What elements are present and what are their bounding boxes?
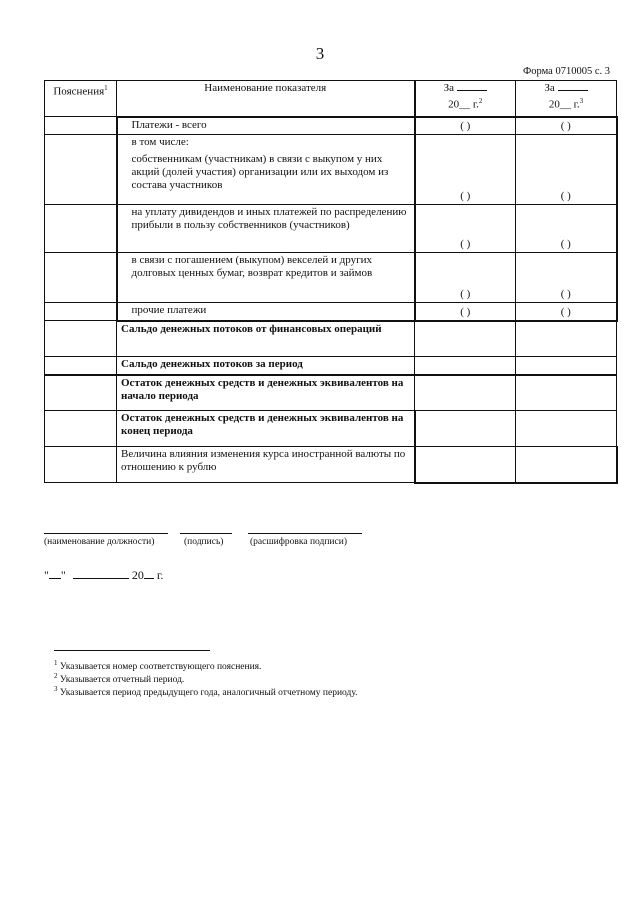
indicator-cell: в том числе: собственникам (участникам) в связи с выкупом у них акций (долей участия) организации или их выходом из состава участников bbox=[117, 135, 415, 205]
value-current: ( ) bbox=[415, 135, 516, 205]
notes-cell bbox=[45, 117, 117, 135]
header-current-period: За 20__ г.$^2$ bbox=[415, 81, 516, 117]
value-current bbox=[415, 447, 516, 483]
value-current bbox=[415, 357, 516, 375]
page-number: 3 bbox=[315, 44, 325, 63]
footnote-2: $^2$ Указывается отчетный период. bbox=[54, 672, 185, 686]
value-previous: ( ) bbox=[516, 117, 617, 135]
date-line: " " 20 г. bbox=[44, 568, 164, 582]
footnote-1: $^1$ Указывается номер соответствующего пояснения. bbox=[54, 659, 262, 673]
value-current bbox=[415, 375, 516, 411]
indicator-cell: прочие платежи bbox=[117, 303, 415, 321]
indicator-cell: на уплату дивидендов и иных платежей по распределению прибыли в пользу собственников (участников) bbox=[117, 205, 415, 253]
notes-cell bbox=[45, 135, 117, 205]
form-code: Форма 0710005 с. 3 bbox=[522, 66, 610, 77]
indicator-cell: в связи с погашением (выкупом) векселей и других долговых ценных бумаг, возврат кредитов и займов bbox=[117, 253, 415, 303]
header-indicator: Наименование показателя bbox=[117, 81, 415, 117]
table-row bbox=[45, 447, 617, 483]
value-current bbox=[415, 411, 516, 447]
notes-cell bbox=[45, 253, 117, 303]
footnote-separator bbox=[54, 650, 210, 651]
table-row bbox=[45, 375, 617, 411]
indicator-cell: Остаток денежных средств и денежных эквивалентов на конец периода bbox=[117, 411, 415, 447]
notes-cell bbox=[45, 375, 117, 411]
position-caption: (наименование должности) bbox=[44, 537, 155, 547]
table-header-row bbox=[45, 81, 617, 117]
indicator-cell: Платежи - всего bbox=[117, 117, 415, 135]
indicator-cell: Сальдо денежных потоков от финансовых операций bbox=[117, 321, 415, 357]
value-current: ( ) bbox=[415, 303, 516, 321]
table-row bbox=[45, 411, 617, 447]
value-previous: ( ) bbox=[516, 205, 617, 253]
notes-cell bbox=[45, 303, 117, 321]
table-row bbox=[45, 303, 617, 321]
table-row bbox=[45, 253, 617, 303]
position-line bbox=[44, 533, 168, 534]
value-previous bbox=[516, 357, 617, 375]
value-current: ( ) bbox=[415, 205, 516, 253]
decoding-line bbox=[248, 533, 362, 534]
value-previous bbox=[516, 375, 617, 411]
table-row bbox=[45, 117, 617, 135]
value-current: ( ) bbox=[415, 117, 516, 135]
signature-line bbox=[180, 533, 232, 534]
value-previous: ( ) bbox=[516, 135, 617, 205]
table-row bbox=[45, 205, 617, 253]
notes-cell bbox=[45, 205, 117, 253]
decoding-caption: (расшифровка подписи) bbox=[250, 537, 347, 547]
value-current bbox=[415, 321, 516, 357]
table-row bbox=[45, 321, 617, 357]
notes-cell bbox=[45, 321, 117, 357]
notes-cell bbox=[45, 447, 117, 483]
indicator-cell: Сальдо денежных потоков за период bbox=[117, 357, 415, 375]
cash-flow-table bbox=[44, 80, 618, 484]
value-previous bbox=[516, 411, 617, 447]
value-current: ( ) bbox=[415, 253, 516, 303]
notes-cell bbox=[45, 357, 117, 375]
indicator-cell: Остаток денежных средств и денежных эквивалентов на начало периода bbox=[117, 375, 415, 411]
notes-cell bbox=[45, 411, 117, 447]
indicator-cell: Величина влияния изменения курса иностранной валюты по отношению к рублю bbox=[117, 447, 415, 483]
footnote-3: $^3$ Указывается период предыдущего года, аналогичный отчетному периоду. bbox=[54, 685, 358, 699]
header-previous-period: За 20__ г.$^3$ bbox=[516, 81, 617, 117]
header-notes: Пояснения$^1$ bbox=[45, 81, 117, 117]
value-previous bbox=[516, 321, 617, 357]
table-row bbox=[45, 357, 617, 375]
value-previous bbox=[516, 447, 617, 483]
signature-caption: (подпись) bbox=[184, 537, 224, 547]
value-previous: ( ) bbox=[516, 253, 617, 303]
table-row bbox=[45, 135, 617, 205]
value-previous: ( ) bbox=[516, 303, 617, 321]
